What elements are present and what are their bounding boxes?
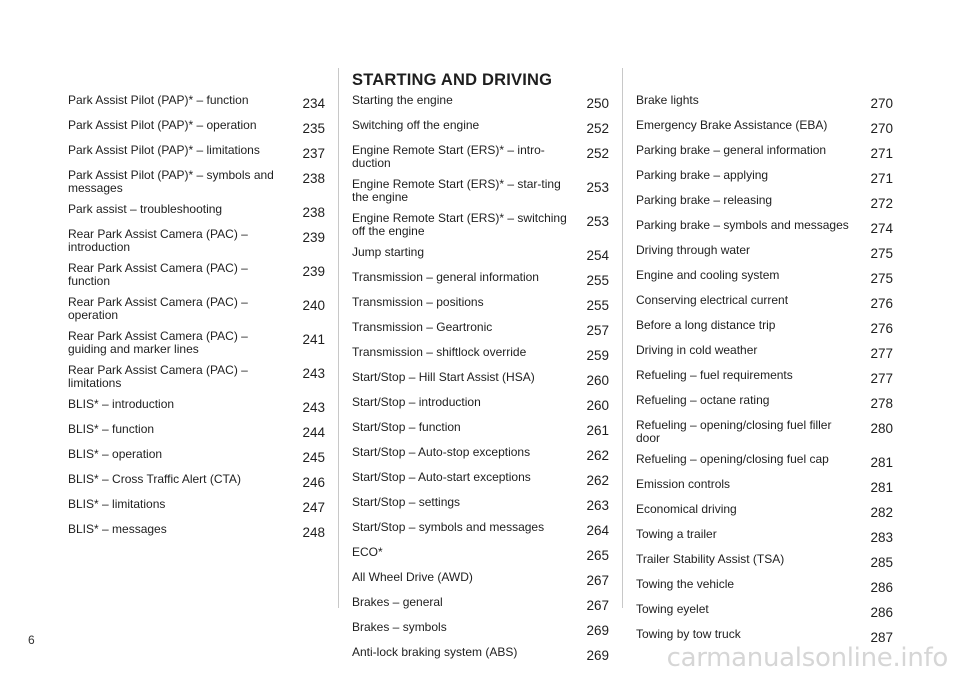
toc-entry-title: Park Assist Pilot (PAP)* – operation xyxy=(68,118,257,132)
toc-entry[interactable] xyxy=(352,94,609,111)
toc-entry[interactable] xyxy=(68,330,325,356)
toc-entry-title: Before a long distance trip xyxy=(636,318,776,332)
toc-entry[interactable] xyxy=(352,571,609,588)
toc-entry-page: 243 xyxy=(302,400,325,415)
toc-entry-title: Park Assist Pilot (PAP)* – symbols and messages xyxy=(68,168,274,195)
toc-entry-page: 276 xyxy=(870,321,893,336)
toc-entry-page: 265 xyxy=(586,548,609,563)
toc-entry-title: Rear Park Assist Camera (PAC) – introduction xyxy=(68,227,248,254)
toc-entry[interactable] xyxy=(636,503,893,520)
toc-entry[interactable] xyxy=(636,603,893,620)
toc-entry[interactable] xyxy=(352,621,609,638)
toc-entry[interactable] xyxy=(352,546,609,563)
toc-entry[interactable] xyxy=(636,319,893,336)
toc-column-1 xyxy=(68,94,325,548)
toc-entry-page: 270 xyxy=(870,96,893,111)
toc-entry-page: 264 xyxy=(586,523,609,538)
toc-entry-page: 271 xyxy=(870,171,893,186)
toc-entry-title: Parking brake – applying xyxy=(636,168,769,182)
toc-entry-title: Start/Stop – Hill Start Assist (HSA) xyxy=(352,370,535,384)
toc-entry-page: 255 xyxy=(586,273,609,288)
toc-entry-title: Rear Park Assist Camera (PAC) – guiding and marker lines xyxy=(68,329,248,356)
toc-entry[interactable] xyxy=(352,521,609,538)
toc-entry-title: BLIS* – function xyxy=(68,422,155,436)
toc-entry-page: 276 xyxy=(870,296,893,311)
toc-entry-page: 239 xyxy=(302,264,325,279)
toc-entry[interactable] xyxy=(636,419,893,445)
toc-entry-page: 247 xyxy=(302,500,325,515)
toc-entry-page: 287 xyxy=(870,630,893,645)
toc-entry-title: BLIS* – operation xyxy=(68,447,163,461)
toc-entry-page: 263 xyxy=(586,498,609,513)
toc-entry[interactable] xyxy=(68,228,325,254)
toc-entry-title: Transmission – general information xyxy=(352,270,539,284)
toc-entry[interactable] xyxy=(352,496,609,513)
toc-entry-page: 278 xyxy=(870,396,893,411)
toc-entry[interactable] xyxy=(68,523,325,540)
toc-entry-page: 270 xyxy=(870,121,893,136)
toc-entry-title: Economical driving xyxy=(636,502,737,516)
toc-entry-page: 261 xyxy=(586,423,609,438)
toc-entry-page: 259 xyxy=(586,348,609,363)
toc-entry[interactable] xyxy=(68,498,325,515)
toc-entry[interactable] xyxy=(68,423,325,440)
toc-entry-title: Start/Stop – Auto-stop exceptions xyxy=(352,445,531,459)
toc-entry[interactable] xyxy=(352,246,609,263)
toc-entry-page: 262 xyxy=(586,448,609,463)
toc-entry-title: Refueling – octane rating xyxy=(636,393,770,407)
toc-entry[interactable] xyxy=(352,471,609,488)
toc-entry-page: 244 xyxy=(302,425,325,440)
toc-entry-title: Refueling – fuel requirements xyxy=(636,368,793,382)
toc-entry-title: Towing a trailer xyxy=(636,527,717,541)
toc-entry-page: 234 xyxy=(302,96,325,111)
toc-entry[interactable] xyxy=(352,212,609,238)
toc-entry[interactable] xyxy=(636,219,893,236)
toc-entry-page: 286 xyxy=(870,580,893,595)
toc-entry[interactable] xyxy=(68,398,325,415)
toc-entry-title: Transmission – positions xyxy=(352,295,484,309)
toc-entry[interactable] xyxy=(636,344,893,361)
toc-entry-page: 252 xyxy=(586,121,609,136)
toc-entry-title: Emission controls xyxy=(636,477,731,491)
toc-entry-page: 275 xyxy=(870,246,893,261)
toc-entry-page: 246 xyxy=(302,475,325,490)
toc-entry-title: Park assist – troubleshooting xyxy=(68,202,223,216)
toc-entry[interactable] xyxy=(636,453,893,470)
toc-column-2 xyxy=(352,94,609,671)
toc-entry[interactable] xyxy=(352,144,609,170)
toc-entry-page: 281 xyxy=(870,455,893,470)
toc-entry-page: 253 xyxy=(586,180,609,195)
toc-entry[interactable] xyxy=(352,371,609,388)
toc-entry-page: 280 xyxy=(870,421,893,436)
toc-entry-title: Parking brake – general information xyxy=(636,143,827,157)
toc-entry-page: 269 xyxy=(586,623,609,638)
toc-entry-page: 267 xyxy=(586,573,609,588)
toc-entry-title: Engine Remote Start (ERS)* – intro-duction xyxy=(352,143,545,170)
toc-entry-title: Start/Stop – settings xyxy=(352,495,461,509)
toc-entry-page: 282 xyxy=(870,505,893,520)
toc-entry-page: 237 xyxy=(302,146,325,161)
toc-entry-page: 272 xyxy=(870,196,893,211)
page-number: 6 xyxy=(28,633,35,647)
toc-entry-title: Conserving electrical current xyxy=(636,293,789,307)
toc-entry-page: 281 xyxy=(870,480,893,495)
toc-entry[interactable] xyxy=(68,94,325,111)
toc-entry[interactable] xyxy=(636,119,893,136)
toc-entry-title: Start/Stop – symbols and messages xyxy=(352,520,545,534)
toc-entry-page: 253 xyxy=(586,214,609,229)
toc-entry-title: Park Assist Pilot (PAP)* – function xyxy=(68,93,249,107)
toc-entry-page: 260 xyxy=(586,398,609,413)
toc-entry-page: 239 xyxy=(302,230,325,245)
toc-entry[interactable] xyxy=(68,169,325,195)
toc-entry-title: Anti-lock braking system (ABS) xyxy=(352,645,518,659)
toc-entry-title: Transmission – Geartronic xyxy=(352,320,493,334)
toc-entry[interactable] xyxy=(636,394,893,411)
toc-entry[interactable] xyxy=(352,596,609,613)
toc-entry[interactable] xyxy=(636,244,893,261)
toc-entry-page: 277 xyxy=(870,346,893,361)
toc-entry-page: 285 xyxy=(870,555,893,570)
toc-entry[interactable] xyxy=(352,421,609,438)
toc-entry-title: Start/Stop – introduction xyxy=(352,395,481,409)
section-title: STARTING AND DRIVING xyxy=(352,71,553,89)
toc-entry-title: Transmission – shiftlock override xyxy=(352,345,527,359)
toc-entry-page: 274 xyxy=(870,221,893,236)
toc-entry-title: Engine and cooling system xyxy=(636,268,780,282)
toc-entry-title: Rear Park Assist Camera (PAC) – function xyxy=(68,261,248,288)
toc-entry-page: 267 xyxy=(586,598,609,613)
toc-entry[interactable] xyxy=(68,203,325,220)
toc-entry-page: 271 xyxy=(870,146,893,161)
toc-entry[interactable] xyxy=(636,553,893,570)
watermark: carmanualsonline.info xyxy=(666,643,948,673)
toc-entry[interactable] xyxy=(68,296,325,322)
toc-entry[interactable] xyxy=(636,369,893,386)
toc-entry-page: 262 xyxy=(586,473,609,488)
toc-entry-title: BLIS* – limitations xyxy=(68,497,166,511)
toc-entry-title: Brakes – general xyxy=(352,595,443,609)
toc-entry-title: Start/Stop – function xyxy=(352,420,461,434)
toc-entry-page: 250 xyxy=(586,96,609,111)
toc-entry-page: 245 xyxy=(302,450,325,465)
toc-entry-page: 269 xyxy=(586,648,609,663)
toc-entry-title: Rear Park Assist Camera (PAC) – operation xyxy=(68,295,248,322)
toc-entry[interactable] xyxy=(352,646,609,663)
toc-entry-title: Rear Park Assist Camera (PAC) – limitations xyxy=(68,363,248,390)
toc-entry-title: Driving through water xyxy=(636,243,751,257)
toc-entry-page: 235 xyxy=(302,121,325,136)
toc-entry-title: BLIS* – introduction xyxy=(68,397,175,411)
toc-entry-title: Trailer Stability Assist (TSA) xyxy=(636,552,785,566)
toc-entry-title: Starting the engine xyxy=(352,93,453,107)
toc-entry[interactable] xyxy=(68,448,325,465)
toc-entry-title: Towing eyelet xyxy=(636,602,709,616)
toc-entry[interactable] xyxy=(352,178,609,204)
toc-entry[interactable] xyxy=(636,94,893,111)
toc-entry-page: 260 xyxy=(586,373,609,388)
toc-entry-page: 252 xyxy=(586,146,609,161)
column-divider xyxy=(338,68,339,608)
toc-entry-title: All Wheel Drive (AWD) xyxy=(352,570,473,584)
toc-entry[interactable] xyxy=(636,144,893,161)
column-divider xyxy=(622,68,623,608)
toc-entry[interactable] xyxy=(352,296,609,313)
toc-entry[interactable] xyxy=(352,119,609,136)
toc-entry-title: Engine Remote Start (ERS)* – switching off the engine xyxy=(352,211,567,238)
toc-entry-title: ECO* xyxy=(352,545,383,559)
toc-entry[interactable] xyxy=(352,346,609,363)
toc-entry[interactable] xyxy=(68,364,325,390)
toc-entry[interactable] xyxy=(636,294,893,311)
toc-entry-page: 243 xyxy=(302,366,325,381)
toc-entry-title: BLIS* – Cross Traffic Alert (CTA) xyxy=(68,472,241,486)
toc-entry[interactable] xyxy=(636,194,893,211)
toc-entry-page: 238 xyxy=(302,205,325,220)
toc-entry[interactable] xyxy=(352,446,609,463)
toc-entry-title: Towing by tow truck xyxy=(636,627,741,641)
toc-entry-title: Engine Remote Start (ERS)* – star-ting the engine xyxy=(352,177,561,204)
toc-entry[interactable] xyxy=(636,578,893,595)
toc-entry-title: Brake lights xyxy=(636,93,699,107)
toc-entry-title: Switching off the engine xyxy=(352,118,480,132)
toc-entry-page: 238 xyxy=(302,171,325,186)
toc-entry-title: Parking brake – releasing xyxy=(636,193,773,207)
toc-entry-title: Start/Stop – Auto-start exceptions xyxy=(352,470,531,484)
toc-entry[interactable] xyxy=(636,269,893,286)
toc-entry-page: 255 xyxy=(586,298,609,313)
toc-entry[interactable] xyxy=(68,473,325,490)
toc-entry-page: 257 xyxy=(586,323,609,338)
toc-entry-page: 277 xyxy=(870,371,893,386)
toc-entry-page: 286 xyxy=(870,605,893,620)
toc-entry-title: Emergency Brake Assistance (EBA) xyxy=(636,118,828,132)
toc-column-3 xyxy=(636,94,893,653)
toc-entry-page: 241 xyxy=(302,332,325,347)
toc-entry-title: Jump starting xyxy=(352,245,425,259)
toc-entry[interactable] xyxy=(68,262,325,288)
toc-entry-page: 275 xyxy=(870,271,893,286)
toc-entry-title: Park Assist Pilot (PAP)* – limitations xyxy=(68,143,260,157)
toc-entry-title: Brakes – symbols xyxy=(352,620,447,634)
toc-entry[interactable] xyxy=(352,321,609,338)
toc-entry[interactable] xyxy=(352,271,609,288)
toc-entry-title: BLIS* – messages xyxy=(68,522,167,536)
toc-entry-title: Refueling – opening/closing fuel filler door xyxy=(636,418,832,445)
toc-entry[interactable] xyxy=(636,528,893,545)
toc-entry-title: Driving in cold weather xyxy=(636,343,758,357)
toc-entry[interactable] xyxy=(68,144,325,161)
toc-entry-page: 248 xyxy=(302,525,325,540)
toc-entry-page: 254 xyxy=(586,248,609,263)
toc-entry-title: Refueling – opening/closing fuel cap xyxy=(636,452,829,466)
toc-entry[interactable] xyxy=(636,169,893,186)
toc-entry-title: Parking brake – symbols and messages xyxy=(636,218,849,232)
toc-entry[interactable] xyxy=(636,478,893,495)
toc-entry-page: 283 xyxy=(870,530,893,545)
toc-entry-title: Towing the vehicle xyxy=(636,577,735,591)
toc-entry[interactable] xyxy=(352,396,609,413)
toc-entry[interactable] xyxy=(68,119,325,136)
toc-entry-page: 240 xyxy=(302,298,325,313)
